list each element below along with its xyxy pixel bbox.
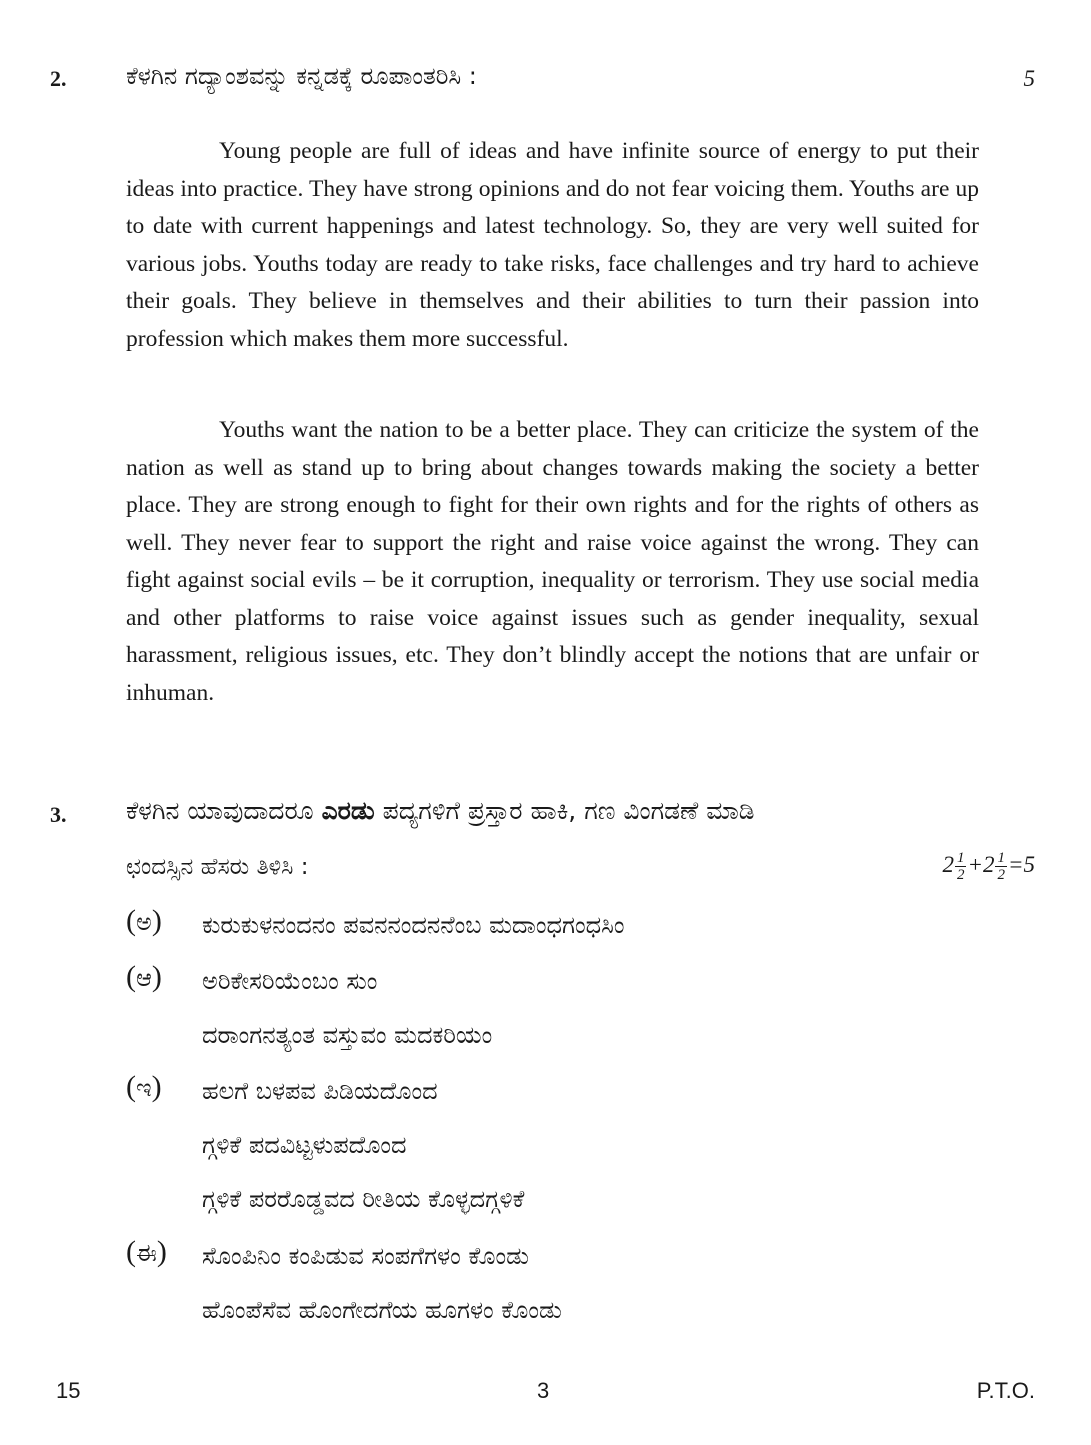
marks-total: =5 (1007, 851, 1035, 877)
item-label-letter: ಈ (136, 1239, 157, 1267)
verse-line: ಕುರುಕುಳನಂದನಂ ಪವನನಂದನನೆಂಬ ಮದಾಂಧಗಂಧಸಿಂ (202, 911, 625, 939)
footer-paper-code: 15 (56, 1378, 81, 1403)
item-label-letter: ಅ (136, 908, 152, 936)
question-instruction-line-2: ಛಂದಸ್ಸಿನ ಹೆಸರು ತಿಳಿಸಿ : (126, 854, 309, 880)
question-marks: 5 (1023, 66, 1035, 91)
question-number: 3. (50, 802, 67, 827)
verse-line: ಹೊಂಪೆಸೆವ ಹೊಂಗೇದಗೆಯ ಹೂಗಳಂ ಕೊಂಡು (202, 1296, 562, 1324)
item-label: (ಈ) (126, 1235, 167, 1268)
verse-line: ಗ್ಗಳಿಕೆ ಪರರೊಡ್ಡವದ ರೀತಿಯ ಕೊಳ್ಳದಗ್ಗಳಿಕೆ (202, 1185, 525, 1213)
verse-lines (202, 898, 625, 952)
question-marks (942, 850, 1035, 883)
marks-plus: + (967, 851, 983, 877)
footer-pto: P.T.O. (976, 1378, 1035, 1403)
instruction-text: ಕೆಳಗಿನ ಯಾವುದಾದರೂ (126, 796, 322, 825)
fraction-numerator: 1 (997, 850, 1005, 866)
instruction-emphasis: ಎರಡು (321, 796, 375, 825)
verse-lines (202, 954, 492, 1062)
item-label: (ಅ) (126, 904, 162, 937)
item-label: (ಇ) (126, 1070, 162, 1103)
marks-whole: 2 (982, 851, 995, 877)
question-instruction: ಕೆಳಗಿನ ಗದ್ಯಾಂಶವನ್ನು ಕನ್ನಡಕ್ಕೆ ರೂಪಾಂತರಿಸಿ : (126, 62, 477, 90)
passage-paragraph-2: Youths want the nation to be a better place. They can criticize the system of the nation as well as stand up to bring about changes towards making the society a better place. They are strong enough to fight for their own rights and for the rights of others as well. They never fear to support the right and raise voice against the wrong. They can fight against social evils – be it corruption, inequality or terrorism. They use social media and other platforms to raise voice against issues such as gender inequality, sexual harassment, religious issues, etc. They don’t blindly accept the notions that are unfair or inhuman. (126, 417, 979, 706)
question-instruction-line-1 (126, 796, 755, 826)
verse-lines (202, 1064, 524, 1226)
marks-whole: 2 (942, 851, 954, 877)
fraction-numerator: 1 (956, 850, 965, 866)
verse-line: ಹಲಗೆ ಬಳಪವ ಪಿಡಿಯದೊಂದ (202, 1077, 438, 1105)
item-label-letter: ಇ (136, 1074, 152, 1102)
footer-page-number: 3 (537, 1378, 550, 1403)
item-label-letter: ಆ (136, 964, 152, 992)
verse-line: ಗ್ಗಳಿಕೆ ಪದವಿಟ್ಟಳುಪದೊಂದ (202, 1131, 407, 1159)
marks-fraction (995, 850, 1007, 883)
fraction-denominator: 2 (956, 867, 965, 883)
fraction-denominator: 2 (997, 867, 1005, 883)
item-label: (ಆ) (126, 960, 162, 993)
verse-lines (202, 1229, 562, 1337)
passage-paragraph-1: Young people are full of ideas and have infinite source of energy to put their ideas into practice. They have strong opinions and do not fear voicing them. Youths are up to date with current happenings and latest technology. So, they are very well suited for various jobs. Youths today are ready to take risks, face challenges and try hard to achieve their goals. They believe in themselves and their abilities to turn their passion into profession which makes them more successful. (126, 138, 979, 352)
verse-line: ಸೊಂಪಿನಿಂ ಕಂಪಿಡುವ ಸಂಪಗೆಗಳಂ ಕೊಂಡು (202, 1242, 530, 1270)
verse-line: ದರಾಂಗನತ್ಯಂತ ವಸ್ತುವಂ ಮದಕರಿಯಂ (202, 1021, 493, 1049)
verse-line: ಅರಿಕೇಸರಿಯೆಂಬಂ ಸುಂ (202, 967, 378, 995)
instruction-text: ಪದ್ಯಗಳಿಗೆ ಪ್ರಸ್ತಾರ ಹಾಕಿ, ಗಣ ವಿಂಗಡಣೆ ಮಾಡಿ (374, 796, 755, 825)
question-number: 2. (50, 66, 67, 91)
marks-fraction (955, 850, 967, 883)
